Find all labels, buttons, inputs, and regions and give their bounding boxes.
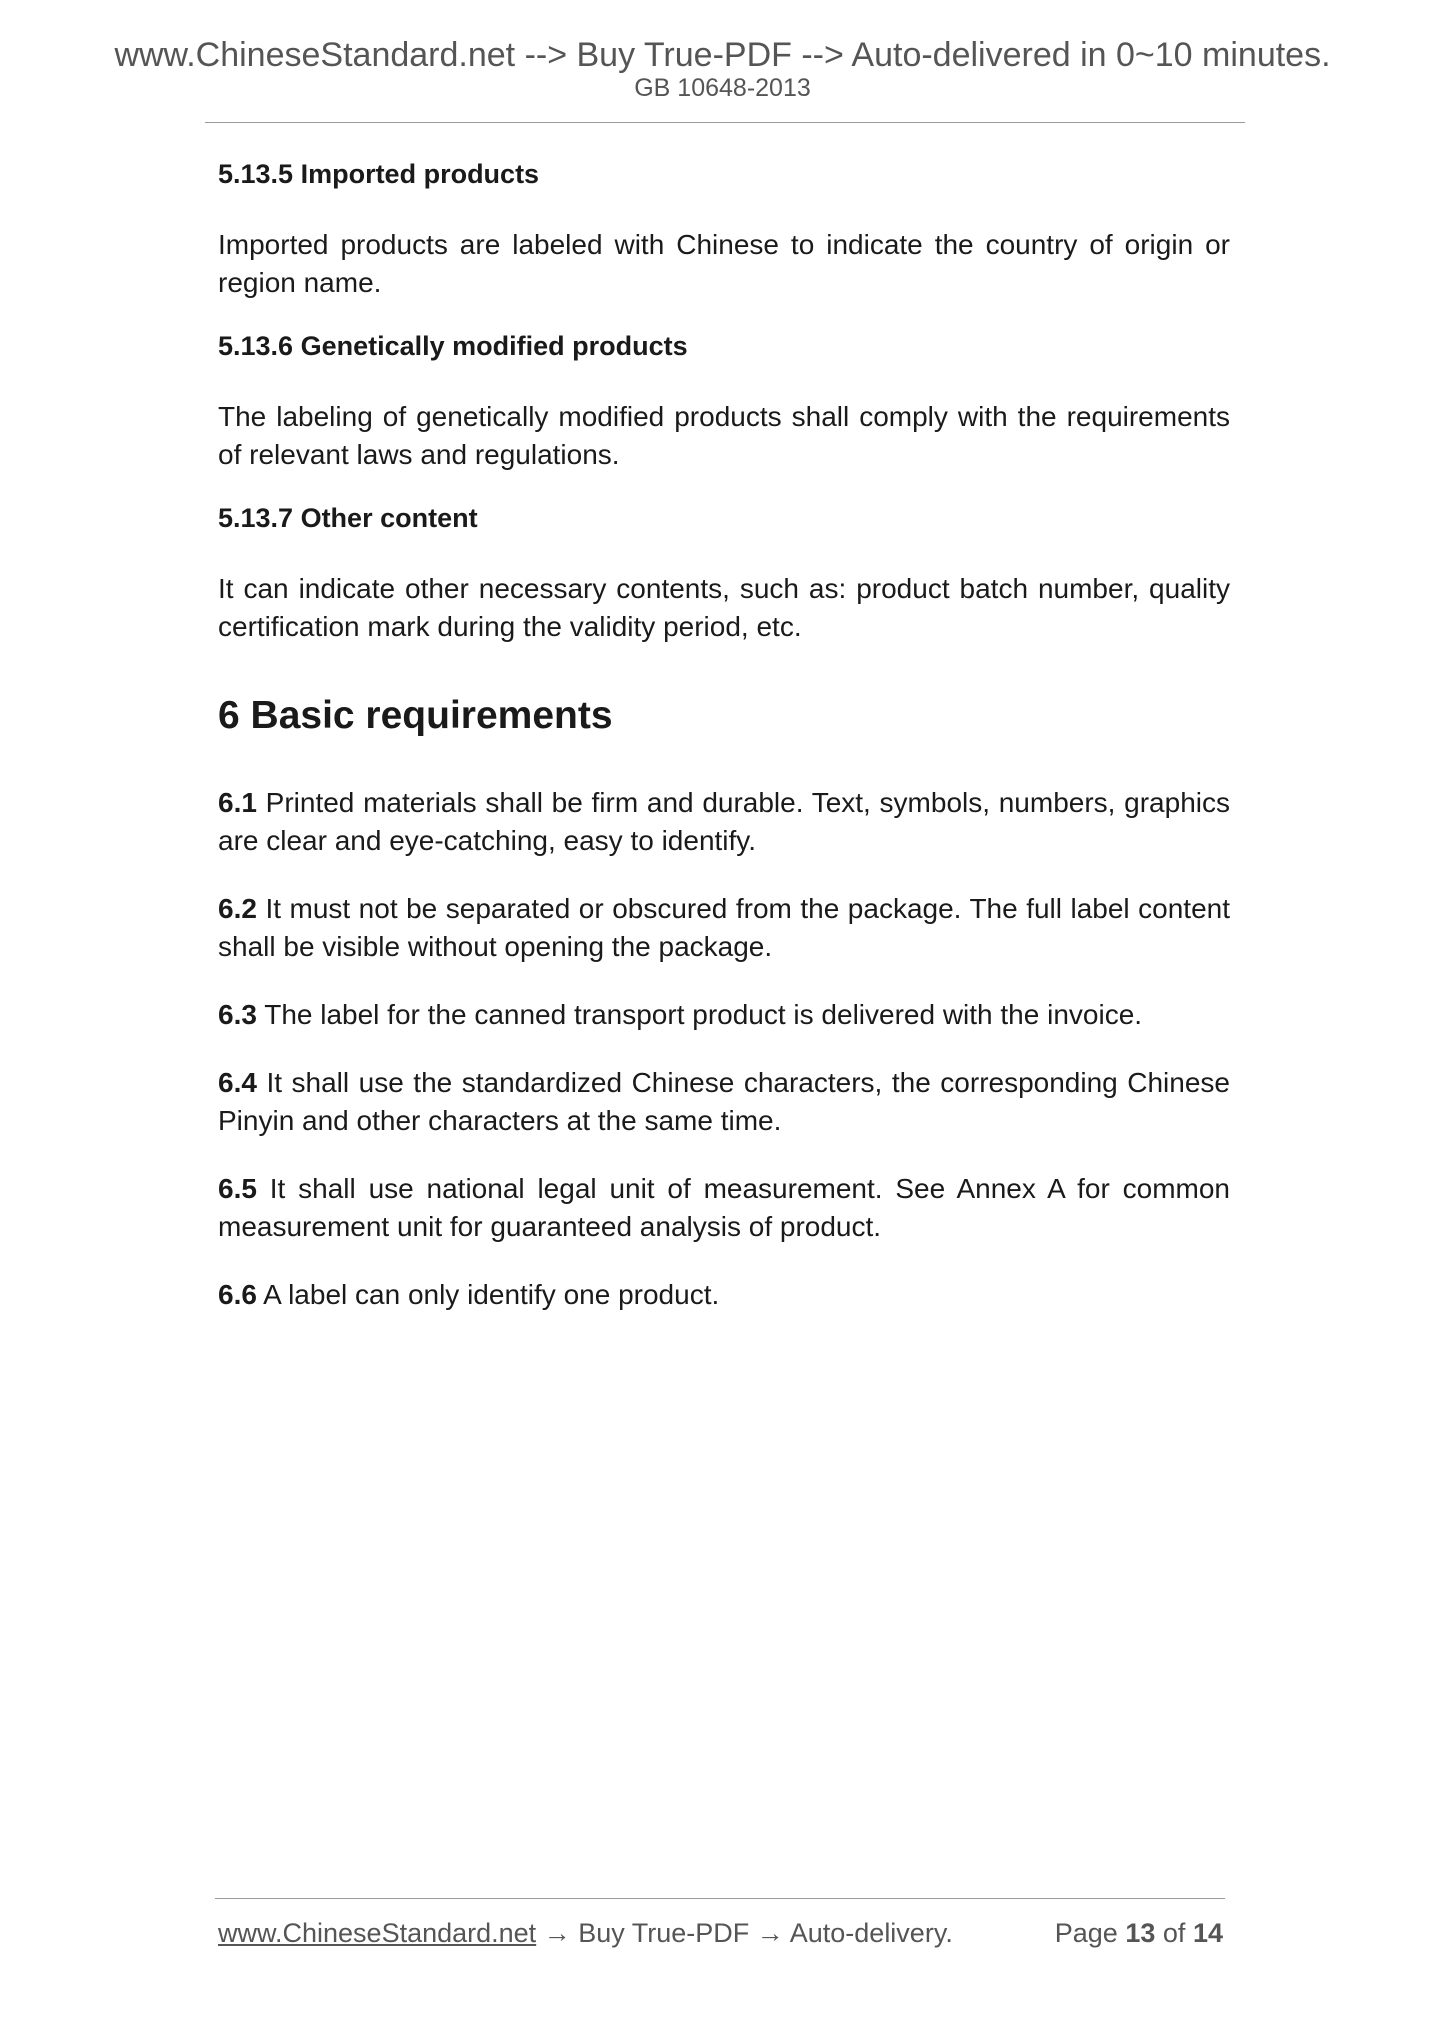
clause-number: 6.1	[218, 787, 257, 818]
clause-6-4	[218, 1064, 1230, 1140]
clause-6-5	[218, 1170, 1230, 1246]
clause-number: 6.2	[218, 893, 257, 924]
clause-number: 6.6	[218, 1279, 257, 1310]
clause-text: Printed materials shall be firm and durable. Text, symbols, numbers, graphics are clear and eye-catching, easy to identify.	[218, 787, 1230, 856]
current-page: 13	[1125, 1918, 1156, 1948]
paragraph-5-13-7: It can indicate other necessary contents, such as: product batch number, quality certification mark during the validity period, etc.	[218, 573, 1230, 642]
clause-text: The label for the canned transport product is delivered with the invoice.	[256, 999, 1143, 1030]
header-divider	[205, 122, 1245, 123]
clause-number: 6.4	[218, 1067, 257, 1098]
footer-tagline: → Buy True-PDF → Auto-delivery.	[536, 1918, 953, 1948]
clause-number: 6.3	[218, 999, 257, 1030]
clause-6-6	[218, 1276, 1230, 1314]
page-word: Page	[1054, 1918, 1118, 1948]
paragraph-5-13-5: Imported products are labeled with Chinese to indicate the country of origin or region name.	[218, 229, 1230, 298]
clause-text: It must not be separated or obscured from the package. The full label content shall be visible without opening the package.	[218, 893, 1230, 962]
heading-5-13-5: 5.13.5 Imported products	[218, 159, 540, 189]
clause-6-2	[218, 890, 1230, 966]
clause-6-3	[218, 996, 1230, 1034]
clause-6-1	[218, 784, 1230, 860]
paragraph-5-13-6: The labeling of genetically modified products shall comply with the requirements of relevant laws and regulations.	[218, 401, 1230, 470]
footer-website-link[interactable]: www.ChineseStandard.net	[218, 1918, 537, 1948]
of-word: of	[1162, 1918, 1186, 1948]
heading-5-13-7: 5.13.7 Other content	[218, 503, 478, 533]
total-pages: 14	[1192, 1918, 1223, 1948]
clause-number: 6.5	[218, 1173, 257, 1204]
footer-divider	[215, 1898, 1225, 1899]
top-banner: www.ChineseStandard.net --> Buy True-PDF --> Auto-delivered in 0~10 minutes.	[114, 36, 1331, 74]
document-code: GB 10648-2013	[634, 74, 811, 102]
page-number	[1055, 1917, 1223, 1949]
section-6-heading: 6 Basic requirements	[218, 694, 613, 737]
page-content	[218, 160, 1230, 1344]
clause-text: It shall use the standardized Chinese characters, the corresponding Chinese Pinyin and other characters at the same time.	[218, 1067, 1230, 1136]
clause-text: It shall use national legal unit of measurement. See Annex A for common measurement unit for guaranteed analysis of product.	[218, 1173, 1230, 1242]
clause-text: A label can only identify one product.	[256, 1279, 720, 1310]
heading-5-13-6: 5.13.6 Genetically modified products	[218, 331, 688, 361]
footer-promo	[218, 1917, 953, 1949]
